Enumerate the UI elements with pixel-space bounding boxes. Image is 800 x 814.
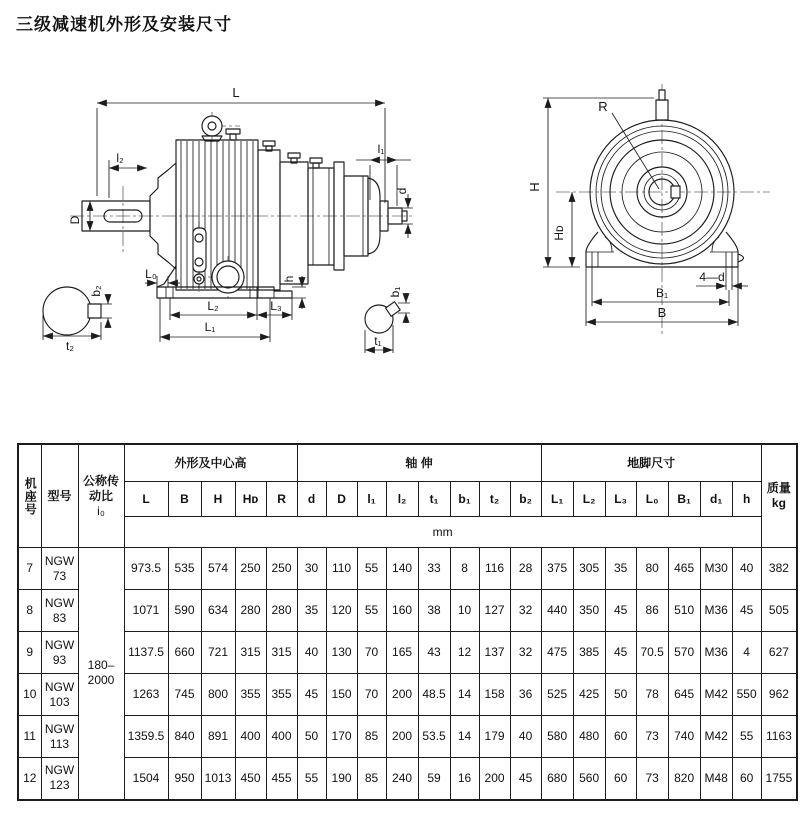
dim-value-cell: 45 (297, 674, 326, 716)
dim-value-cell: 840 (168, 716, 201, 758)
model-line: NGW (44, 721, 75, 736)
col-header: Hᴅ (235, 482, 266, 517)
dim-value-cell: 645 (668, 674, 700, 716)
dim-value-cell: 800 (201, 674, 235, 716)
header-group-shaft: 轴 伸 (297, 444, 541, 482)
dim-value-cell: 165 (386, 632, 418, 674)
dim-label-H: H (527, 182, 542, 192)
dim-value-cell: 250 (235, 548, 266, 590)
header-group-foot: 地脚尺寸 (541, 444, 761, 482)
dim-label-d: d (395, 187, 409, 195)
dim-value-cell: 28 (510, 548, 541, 590)
unit-row (18, 517, 797, 548)
model-cell (41, 716, 78, 758)
dim-value-cell: 465 (668, 548, 700, 590)
mass-cell: 962 (761, 674, 797, 716)
dim-value-cell: 55 (732, 716, 761, 758)
dim-label-l1: l₁ (377, 142, 385, 156)
dim-value-cell: 60 (732, 758, 761, 800)
dim-value-cell: 55 (357, 590, 386, 632)
dim-value-cell: 35 (297, 590, 326, 632)
dim-value-cell: 745 (168, 674, 201, 716)
dim-label-B: B (657, 305, 667, 320)
dim-value-cell: 550 (732, 674, 761, 716)
dim-value-cell: 4 (732, 632, 761, 674)
frame-no-cell: 7 (18, 548, 41, 590)
dim-value-cell: 1013 (201, 758, 235, 800)
col-header: t₁ (418, 482, 450, 517)
frame-no-cell: 9 (18, 632, 41, 674)
dim-value-cell: 950 (168, 758, 201, 800)
model-line: 83 (52, 610, 67, 625)
dim-header-row (18, 482, 797, 517)
dim-value-cell: 50 (297, 716, 326, 758)
ratio-value-cell (78, 548, 124, 800)
dim-value-cell: 116 (479, 548, 510, 590)
dim-label-b1: b₁ (388, 286, 402, 298)
col-header: B₁ (668, 482, 700, 517)
dim-value-cell: 70 (357, 674, 386, 716)
dim-label-l2: l₂ (116, 151, 124, 165)
mass-cell: 1163 (761, 716, 797, 758)
dim-value-cell: 78 (636, 674, 668, 716)
dim-label-t1: t₁ (374, 334, 382, 348)
dim-label-4d: 4—d (699, 270, 725, 284)
header-ratio: 公称传动比 i₀ (78, 444, 124, 548)
page-title: 三级减速机外形及安装尺寸 (16, 15, 232, 34)
dim-label-D: D (68, 215, 82, 225)
dim-value-cell: 1359.5 (124, 716, 168, 758)
col-header: L₃ (605, 482, 636, 517)
dim-value-cell: 80 (636, 548, 668, 590)
table-row (18, 758, 797, 800)
dim-value-cell: 721 (201, 632, 235, 674)
dim-value-cell: 70 (357, 632, 386, 674)
dim-value-cell: 740 (668, 716, 700, 758)
dim-value-cell: M30 (700, 548, 732, 590)
dim-value-cell: 32 (510, 632, 541, 674)
mass-cell: 1755 (761, 758, 797, 800)
dim-value-cell: 680 (541, 758, 573, 800)
table-row (18, 548, 797, 590)
model-line: 123 (49, 778, 70, 793)
dim-value-cell: 891 (201, 716, 235, 758)
dim-label-t2: t₂ (66, 339, 74, 353)
dim-value-cell: 455 (266, 758, 297, 800)
ratio-value: 180–2000 (87, 658, 115, 688)
dim-value-cell: 140 (386, 548, 418, 590)
dim-value-cell: 200 (386, 716, 418, 758)
dim-value-cell: 158 (479, 674, 510, 716)
header-group-outline: 外形及中心高 (124, 444, 297, 482)
dim-value-cell: 560 (573, 758, 605, 800)
dim-value-cell: 73 (636, 716, 668, 758)
model-line: NGW (44, 637, 75, 652)
mass-cell: 382 (761, 548, 797, 590)
dim-label-b2: b₂ (89, 285, 103, 297)
dim-value-cell: 535 (168, 548, 201, 590)
dim-value-cell: 1071 (124, 590, 168, 632)
col-header: d₁ (700, 482, 732, 517)
dim-value-cell: 179 (479, 716, 510, 758)
dim-label-B1: B₁ (655, 286, 669, 300)
dim-value-cell: 130 (326, 632, 357, 674)
dim-value-cell: 45 (510, 758, 541, 800)
dim-value-cell: 48.5 (418, 674, 450, 716)
col-header: L₀ (636, 482, 668, 517)
dim-value-cell: M48 (700, 758, 732, 800)
dim-value-cell: 55 (357, 548, 386, 590)
col-header: b₂ (510, 482, 541, 517)
dim-value-cell: 160 (386, 590, 418, 632)
dim-label-L: L (232, 85, 240, 100)
dim-value-cell: 14 (450, 716, 479, 758)
dim-value-cell: 59 (418, 758, 450, 800)
dim-value-cell: 85 (357, 716, 386, 758)
dim-value-cell: 280 (235, 590, 266, 632)
dim-value-cell: 1263 (124, 674, 168, 716)
side-view (43, 85, 414, 353)
mass-cell: 505 (761, 590, 797, 632)
dim-value-cell: 660 (168, 632, 201, 674)
table-body (18, 548, 797, 800)
dim-value-cell: M42 (700, 716, 732, 758)
dim-value-cell: 240 (386, 758, 418, 800)
dim-value-cell: 250 (266, 548, 297, 590)
dim-label-R: R (598, 99, 608, 114)
dim-value-cell: 400 (266, 716, 297, 758)
dim-value-cell: 1137.5 (124, 632, 168, 674)
dim-value-cell: 634 (201, 590, 235, 632)
dim-value-cell: 480 (573, 716, 605, 758)
dim-value-cell: 53.5 (418, 716, 450, 758)
unit-cell: mm (124, 517, 761, 548)
header-model: 型号 (41, 444, 78, 548)
dim-value-cell: 475 (541, 632, 573, 674)
dim-value-cell: 385 (573, 632, 605, 674)
dim-value-cell: 35 (605, 548, 636, 590)
dim-label-h: h (282, 275, 296, 283)
dim-value-cell: 8 (450, 548, 479, 590)
col-header: H (201, 482, 235, 517)
col-header: b₁ (450, 482, 479, 517)
frame-no-cell: 11 (18, 716, 41, 758)
dim-value-cell: 50 (605, 674, 636, 716)
col-header: t₂ (479, 482, 510, 517)
col-header: L (124, 482, 168, 517)
dim-value-cell: 60 (605, 716, 636, 758)
dim-value-cell: 355 (266, 674, 297, 716)
frame-no-cell: 8 (18, 590, 41, 632)
dim-value-cell: 85 (357, 758, 386, 800)
dim-value-cell: 55 (297, 758, 326, 800)
model-line: NGW (44, 553, 75, 568)
dim-value-cell: 570 (668, 632, 700, 674)
model-cell (41, 674, 78, 716)
model-line: NGW (44, 679, 75, 694)
dim-value-cell: 280 (266, 590, 297, 632)
model-line: NGW (44, 763, 75, 778)
dim-value-cell: M36 (700, 590, 732, 632)
col-header: L₂ (573, 482, 605, 517)
dim-value-cell: 43 (418, 632, 450, 674)
front-view (527, 84, 770, 334)
dim-value-cell: M42 (700, 674, 732, 716)
dim-value-cell: 33 (418, 548, 450, 590)
col-header: R (266, 482, 297, 517)
table-row (18, 590, 797, 632)
model-cell (41, 548, 78, 590)
model-line: 73 (52, 568, 67, 583)
dim-label-H0: Hᴅ (552, 225, 566, 241)
dim-value-cell: 590 (168, 590, 201, 632)
dim-value-cell: 820 (668, 758, 700, 800)
model-line: 103 (49, 694, 70, 709)
dim-value-cell: 73 (636, 758, 668, 800)
model-cell (41, 590, 78, 632)
dim-value-cell: 525 (541, 674, 573, 716)
dim-value-cell: 425 (573, 674, 605, 716)
dim-value-cell: 36 (510, 674, 541, 716)
dim-value-cell: 580 (541, 716, 573, 758)
model-line: 93 (52, 652, 67, 667)
model-cell (41, 632, 78, 674)
table-row (18, 716, 797, 758)
dim-label-L3: L₃ (270, 299, 282, 313)
dim-value-cell: M36 (700, 632, 732, 674)
dim-value-cell: 16 (450, 758, 479, 800)
dim-value-cell: 10 (450, 590, 479, 632)
dim-label-L0: L₀ (145, 267, 157, 281)
dim-value-cell: 40 (510, 716, 541, 758)
dim-value-cell: 127 (479, 590, 510, 632)
frame-no-cell: 10 (18, 674, 41, 716)
dim-value-cell: 170 (326, 716, 357, 758)
model-cell (41, 758, 78, 800)
dim-value-cell: 1504 (124, 758, 168, 800)
dimension-table (17, 443, 798, 801)
col-header: d (297, 482, 326, 517)
dim-value-cell: 38 (418, 590, 450, 632)
dim-value-cell: 32 (510, 590, 541, 632)
table-row (18, 674, 797, 716)
dim-value-cell: 120 (326, 590, 357, 632)
table-row (18, 632, 797, 674)
dim-value-cell: 86 (636, 590, 668, 632)
dim-value-cell: 315 (235, 632, 266, 674)
dim-value-cell: 70.5 (636, 632, 668, 674)
dim-value-cell: 45 (732, 590, 761, 632)
frame-no-cell: 12 (18, 758, 41, 800)
dim-value-cell: 315 (266, 632, 297, 674)
col-header: l₂ (386, 482, 418, 517)
dim-value-cell: 973.5 (124, 548, 168, 590)
dim-value-cell: 200 (386, 674, 418, 716)
dim-value-cell: 150 (326, 674, 357, 716)
dim-value-cell: 190 (326, 758, 357, 800)
header-mass: 质量 kg (761, 444, 797, 548)
dim-value-cell: 400 (235, 716, 266, 758)
dim-value-cell: 450 (235, 758, 266, 800)
col-header: l₁ (357, 482, 386, 517)
model-line: 113 (49, 736, 70, 751)
dim-value-cell: 40 (732, 548, 761, 590)
dim-value-cell: 355 (235, 674, 266, 716)
col-header: B (168, 482, 201, 517)
dim-value-cell: 137 (479, 632, 510, 674)
header-frame-no: 机座号 (18, 444, 41, 548)
dim-value-cell: 350 (573, 590, 605, 632)
dim-value-cell: 12 (450, 632, 479, 674)
dim-value-cell: 510 (668, 590, 700, 632)
col-header: h (732, 482, 761, 517)
dim-value-cell: 305 (573, 548, 605, 590)
dim-label-L1: L₁ (204, 320, 216, 334)
dim-value-cell: 45 (605, 590, 636, 632)
dim-value-cell: 440 (541, 590, 573, 632)
col-header: D (326, 482, 357, 517)
dim-value-cell: 110 (326, 548, 357, 590)
dim-value-cell: 40 (297, 632, 326, 674)
dim-value-cell: 30 (297, 548, 326, 590)
col-header: L₁ (541, 482, 573, 517)
dim-value-cell: 45 (605, 632, 636, 674)
dim-value-cell: 574 (201, 548, 235, 590)
dim-value-cell: 375 (541, 548, 573, 590)
dim-value-cell: 14 (450, 674, 479, 716)
model-line: NGW (44, 595, 75, 610)
dim-value-cell: 60 (605, 758, 636, 800)
mass-cell: 627 (761, 632, 797, 674)
dim-value-cell: 200 (479, 758, 510, 800)
dim-label-L2: L₂ (207, 299, 219, 313)
